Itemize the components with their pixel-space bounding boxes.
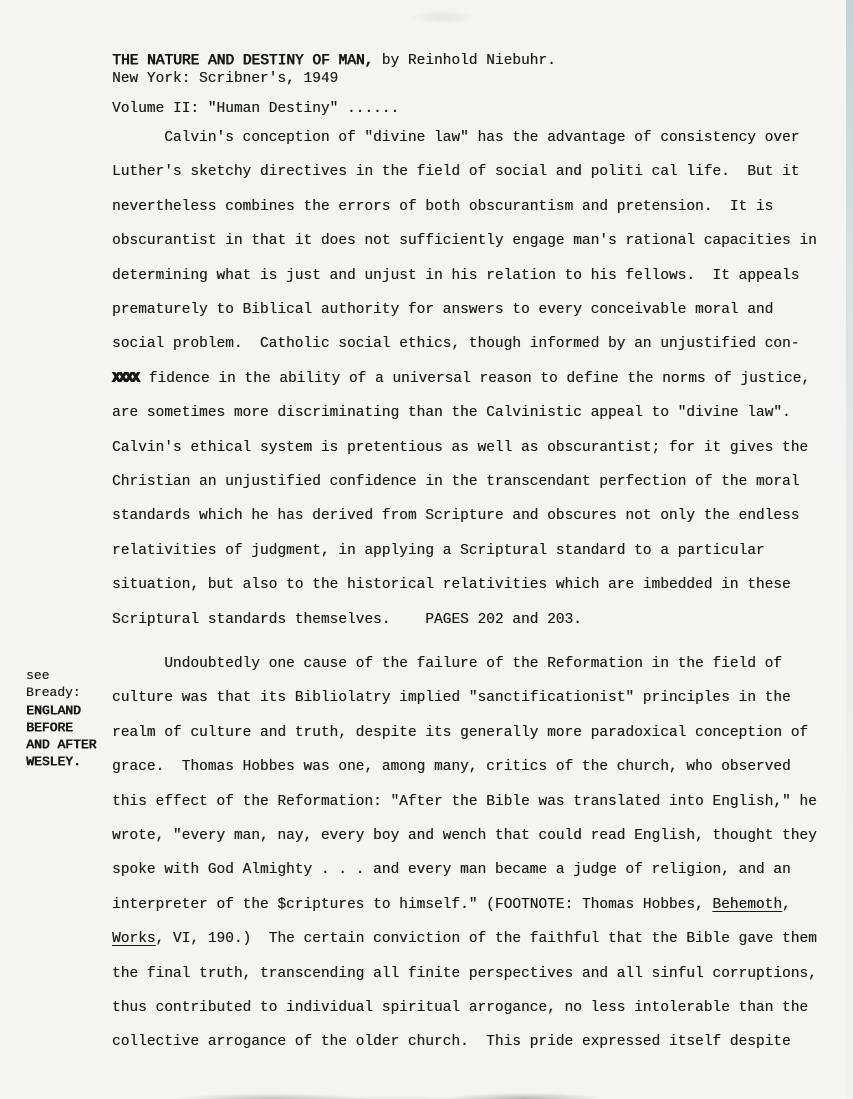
typescript-line: wrote, "every man, nay, every boy and wench that could read English, thought they <box>112 828 817 845</box>
typescript-line: Scriptural standards themselves. PAGES 202 and 203. <box>112 611 582 628</box>
typescript-line: spoke with God Almighty . . . and every man became a judge of religion, and an <box>112 862 791 879</box>
margin-note-line: Bready: <box>26 685 81 701</box>
paragraph-calvin-divine-law <box>112 121 817 637</box>
scan-smudge-artifact <box>90 1081 730 1099</box>
typescript-line: social problem. Catholic social ethics, though informed by an unjustified con- <box>112 336 800 353</box>
typescript-line-rest: fidence in the ability of a universal reason to define the norms of justice, <box>140 370 811 387</box>
typescript-line: standards which he has derived from Scripture and obscures not only the endless <box>112 508 800 525</box>
typescript-line: obscurantist in that it does not sufficiently engage man's rational capacities in <box>112 233 817 250</box>
typescript-line-with-underline <box>112 922 817 956</box>
margin-note-line: see <box>26 668 50 683</box>
typescript-line: nevertheless combines the errors of both obscurantism and pretension. It is <box>112 198 774 215</box>
margin-note-line: WESLEY. <box>26 754 81 770</box>
typescript-line-with-strikeout <box>112 362 817 396</box>
typescript-line: relativities of judgment, in applying a Scriptural standard to a particular <box>112 542 765 559</box>
typescript-line: Undoubtedly one cause of the failure of the Reformation in the field of <box>112 656 783 672</box>
typescript-line: Christian an unjustified confidence in the transcendant perfection of the moral <box>112 474 800 491</box>
scan-edge-artifact <box>846 0 853 1099</box>
typescript-line: prematurely to Biblical authority for answers to every conceivable moral and <box>112 302 774 319</box>
typescript-line: thus contributed to individual spiritual arrogance, no less intolerable than the <box>112 1000 809 1017</box>
doc-title-caps: THE NATURE AND DESTINY OF MAN, <box>112 53 374 69</box>
typescript-line-with-underline <box>112 888 817 922</box>
doc-title-author: by Reinhold Niebuhr. <box>373 53 556 69</box>
underlined-book-title-behemoth: Behemoth <box>712 896 783 913</box>
footnote-citation-rest: , VI, 190.) The certain conviction of the faithful that the Bible gave them <box>155 931 817 948</box>
document-header <box>112 53 556 89</box>
typescript-line: the final truth, transcending all finite perspectives and all sinful corruptions, <box>112 965 817 982</box>
margin-note-line: BEFORE <box>26 719 73 735</box>
strikeout-overtype: XXXX <box>112 370 139 387</box>
typescript-line: realm of culture and truth, despite its generally more paradoxical conception of <box>112 724 809 741</box>
typescript-line: collective arrogance of the older church. This pride expressed itself despite <box>112 1034 791 1051</box>
scan-noise-artifact <box>395 4 515 30</box>
typescript-line: grace. Thomas Hobbes was one, among many, critics of the church, who observed <box>112 759 791 776</box>
underlined-book-title-works: Works <box>112 931 156 948</box>
margin-note-line: ENGLAND <box>26 702 81 718</box>
typescript-line: culture was that its Bibliolatry implied "sanctificationist" principles in the <box>112 690 791 707</box>
paragraph-reformation-bibliolatry <box>112 647 817 1060</box>
typescript-line: Calvin's ethical system is pretentious as well as obscurantist; for it gives the <box>112 439 809 456</box>
typescript-line: this effect of the Reformation: "After the Bible was translated into English," he <box>112 793 817 810</box>
typescript-line: are sometimes more discriminating than the Calvinistic appeal to "divine law". <box>112 405 791 422</box>
footnote-text-after: , <box>782 896 791 913</box>
typescript-line: Luther's sketchy directives in the field of social and politi cal life. But it <box>112 164 800 181</box>
margin-note-line: AND AFTER <box>26 737 97 753</box>
typescript-line: situation, but also to the historical relativities which are imbedded in these <box>112 577 791 594</box>
volume-line: Volume II: "Human Destiny" ...... <box>112 101 400 117</box>
publisher-line: New York: Scribner's, 1949 <box>112 70 339 87</box>
footnote-text: interpreter of the $criptures to himself." (FOOTNOTE: Thomas Hobbes, <box>112 896 713 913</box>
typescript-line: Calvin's conception of "divine law" has the advantage of consistency over <box>112 130 800 146</box>
volume-line-block <box>112 100 399 118</box>
typescript-line: determining what is just and unjust in his relation to his fellows. It appeals <box>112 267 800 284</box>
margin-note-bready-reference <box>26 667 96 771</box>
doc-title-line <box>112 53 556 71</box>
